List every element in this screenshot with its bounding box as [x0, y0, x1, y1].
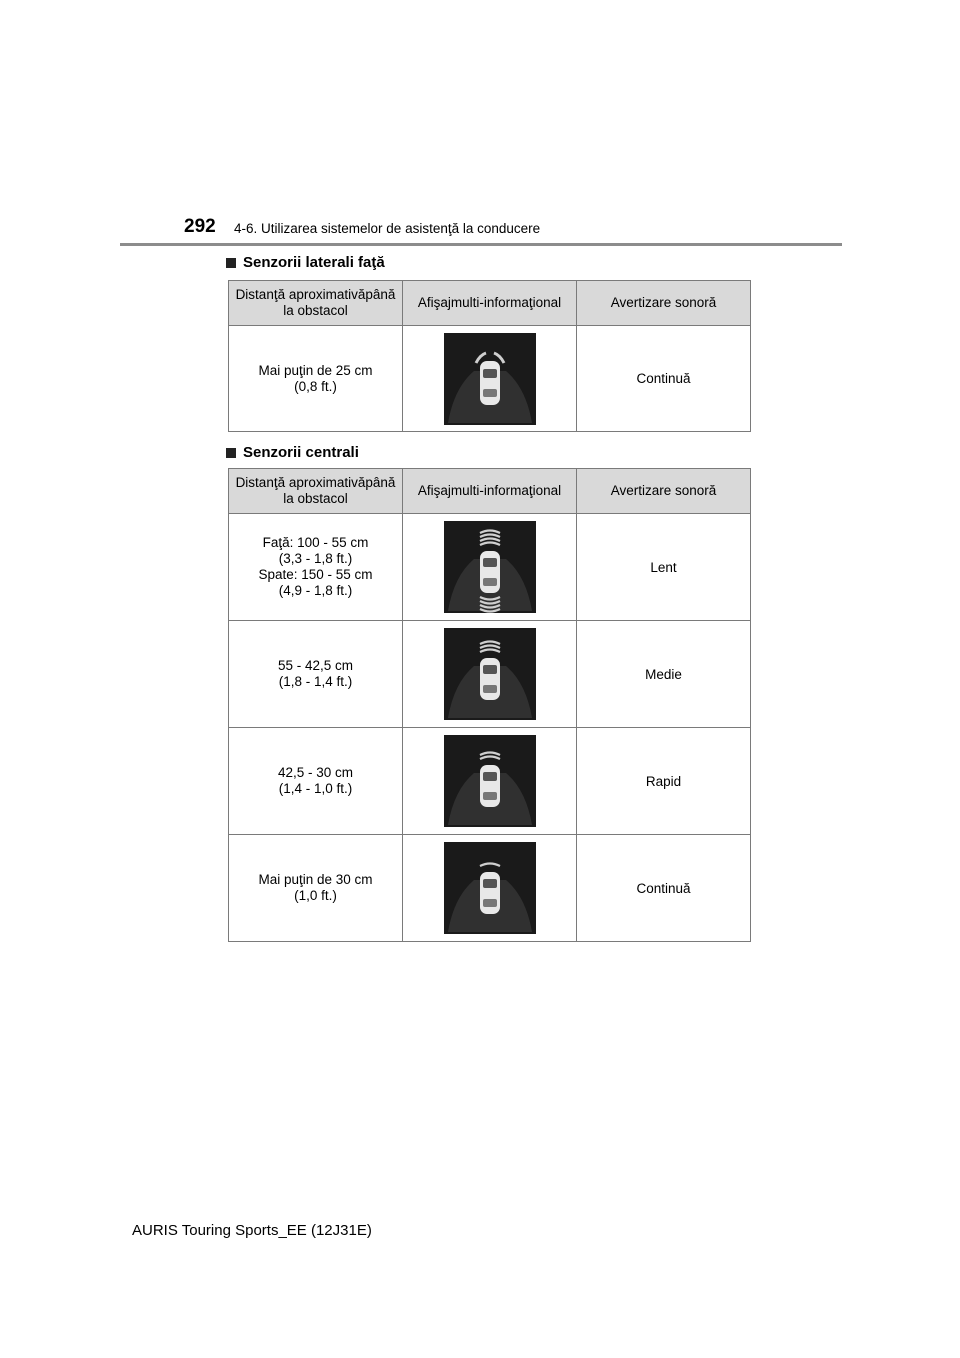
- distance-text: (1,4 - 1,0 ft.): [278, 781, 353, 796]
- distance-cell: [229, 621, 403, 728]
- display-cell: [403, 514, 577, 621]
- column-header-buzzer: [577, 469, 751, 514]
- distance-text: Mai puţin de 25 cm: [258, 362, 373, 378]
- column-header-text: Distanţă aproximativă: [235, 475, 366, 490]
- distance-text: (1,8 - 1,4 ft.): [278, 674, 353, 689]
- display-cell: [403, 835, 577, 942]
- column-header-buzzer: [577, 281, 751, 326]
- column-header-text: până la obstacol: [283, 475, 396, 506]
- section-heading-center-sensors: [226, 444, 359, 461]
- column-header-distance: [229, 469, 403, 514]
- column-header-display: [403, 281, 577, 326]
- buzzer-cell: [577, 326, 751, 432]
- square-bullet-icon: [226, 448, 236, 458]
- distance-text: (1,0 ft.): [294, 888, 337, 903]
- side-sensor-display-icon: [444, 333, 536, 425]
- column-header-distance: [229, 281, 403, 326]
- buzzer-text: Lent: [650, 559, 677, 575]
- display-cell: [403, 728, 577, 835]
- buzzer-text: Rapid: [645, 773, 682, 789]
- column-header-text: Avertizare sonoră: [610, 295, 717, 310]
- buzzer-text: Continuă: [636, 371, 691, 386]
- center-sensor-medium-display-icon: [444, 628, 536, 720]
- column-header-text: Afişaj: [417, 483, 451, 498]
- section-heading-text: Senzorii centrali: [243, 444, 359, 461]
- distance-text: (3,3 - 1,8 ft.): [278, 551, 353, 566]
- column-header-text: până la obstacol: [283, 287, 396, 318]
- page-number: 292: [184, 216, 216, 237]
- distance-cell: [229, 835, 403, 942]
- table-header-row: [229, 469, 751, 514]
- table-header-row: [229, 281, 751, 326]
- distance-cell: [229, 514, 403, 621]
- section-heading-side-sensors: [226, 254, 385, 271]
- distance-text: 55 - 42,5 cm: [277, 658, 354, 673]
- buzzer-cell: [577, 514, 751, 621]
- buzzer-text: Medie: [645, 666, 682, 682]
- distance-text: Spate: 150 - 55 cm: [258, 567, 373, 582]
- column-header-text: Distanţă aproximativă: [235, 287, 366, 302]
- buzzer-cell: [577, 835, 751, 942]
- header-rule: [120, 243, 842, 246]
- distance-cell: [229, 326, 403, 432]
- table-row: [229, 514, 751, 621]
- chapter-title: 4-6. Utilizarea sistemelor de asistenţă la conducere: [234, 221, 541, 236]
- center-sensor-far-display-icon: [444, 521, 536, 613]
- section-heading-text: Senzorii laterali faţă: [243, 254, 385, 271]
- table-row: [229, 728, 751, 835]
- distance-text: Mai puţin de 30 cm: [258, 872, 373, 887]
- column-header-text: Afişaj: [417, 295, 451, 310]
- column-header-text: Avertizare sonoră: [610, 483, 717, 498]
- table-row: [229, 621, 751, 728]
- column-header-display: [403, 469, 577, 514]
- buzzer-text: Continuă: [636, 880, 691, 896]
- distance-text: (4,9 - 1,8 ft.): [278, 583, 353, 598]
- distance-text: 42,5 - 30 cm: [277, 765, 354, 780]
- column-header-text: multi-informaţional: [450, 483, 562, 498]
- display-cell: [403, 326, 577, 432]
- buzzer-cell: [577, 621, 751, 728]
- footer-model-code: AURIS Touring Sports_EE (12J31E): [132, 1222, 372, 1239]
- buzzer-cell: [577, 728, 751, 835]
- center-sensor-near-display-icon: [444, 735, 536, 827]
- table-row: [229, 835, 751, 942]
- distance-cell: [229, 728, 403, 835]
- center-sensors-table: [228, 468, 751, 942]
- distance-text: (0,8 ft.): [294, 378, 337, 394]
- square-bullet-icon: [226, 258, 236, 268]
- distance-text: Faţă: 100 - 55 cm: [262, 535, 369, 550]
- column-header-text: multi-informaţional: [450, 295, 562, 310]
- side-sensors-table: [228, 280, 751, 432]
- center-sensor-closest-display-icon: [444, 842, 536, 934]
- display-cell: [403, 621, 577, 728]
- table-row: [229, 326, 751, 432]
